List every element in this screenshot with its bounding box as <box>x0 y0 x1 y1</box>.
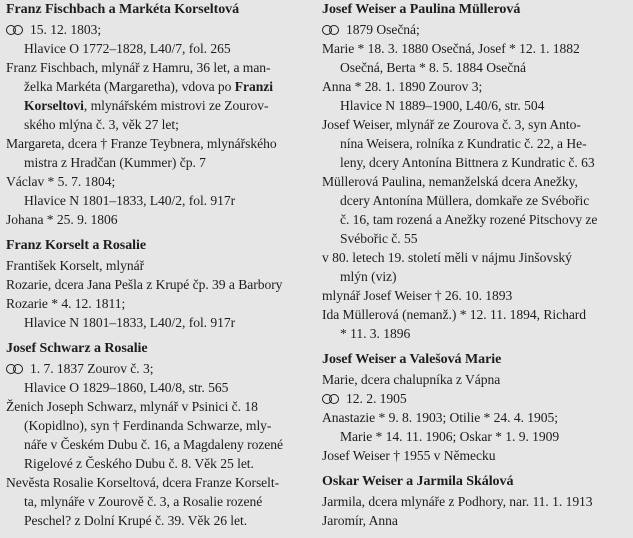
text-line: mlýn (viz) <box>340 269 397 284</box>
text-line: Marie, dcera chalupníka z Vápna <box>322 372 501 387</box>
text-line: Marie * 14. 11. 1906; Oskar * 1. 9. 1909 <box>340 429 560 444</box>
text-line: nína Weisera, rolníka z Kundratic č. 22, a He- <box>340 136 587 151</box>
entry-weiser-mullerova <box>322 0 628 343</box>
marriage-rings-icon <box>6 364 24 374</box>
marriage-date: 12. 2. 1905 <box>346 391 407 406</box>
text-line: leny, dcery Antonína Bittnera z Kundratic č. 63 <box>340 155 595 170</box>
marriage-rings-icon <box>322 394 340 404</box>
text-line: Jaromír, Anna <box>322 513 398 528</box>
entry-heading: Josef Weiser a Valešová Marie <box>322 352 502 367</box>
entry-schwarz-rosalie <box>6 339 311 530</box>
text-line: František Korselt, mlynář <box>6 258 145 273</box>
entry-heading: Josef Schwarz a Rosalie <box>6 341 148 356</box>
text-line: (Kopidlno), syn † Ferdinanda Schwarze, mly- <box>24 418 272 433</box>
text-line: Hlavice N 1801–1833, L40/2, fol. 917r <box>24 193 236 208</box>
text-line: Anastazie * 9. 8. 1903; Otilie * 24. 4. 1905; <box>322 410 558 425</box>
text-line: Rozarie * 4. 12. 1811; <box>6 296 126 311</box>
entry-weiser-skalova <box>322 472 628 530</box>
entry-gap <box>322 465 628 472</box>
marriage-line <box>322 389 628 408</box>
text-line: mlynář Josef Weiser † 26. 10. 1893 <box>322 288 513 303</box>
marriage-date: 15. 12. 1803; <box>30 22 102 37</box>
marriage-rings-icon <box>322 25 340 35</box>
entry-heading: Franz Fischbach a Markéta Korseltová <box>6 2 240 17</box>
marriage-line <box>6 359 311 378</box>
text-line: Rigelové z Českého Dubu č. 8. Věk 25 let. <box>24 456 254 471</box>
text-line: Nevěsta Rosalie Korseltová, dcera Franze Korselt- <box>6 475 280 490</box>
text-line: Svébořic č. 55 <box>340 231 418 246</box>
text-line: náře v Českém Dubu č. 16, a Magdaleny rozené <box>24 437 284 452</box>
text-line: Hlavice N 1801–1833, L40/2, fol. 917r <box>24 315 236 330</box>
entry-weiser-valesova <box>322 350 628 465</box>
text-line: * 11. 3. 1896 <box>340 326 411 341</box>
left-column <box>6 0 311 530</box>
text-line: Jarmila, dcera mlynáře z Podhory, nar. 11. 1. 1913 <box>322 494 593 509</box>
entry-fischbach-korseltova <box>6 0 311 229</box>
text-line: Josef Weiser † 1955 v Německu <box>322 448 496 463</box>
text-line: dcery Antonína Müllera, domkaře ze Svébořic <box>340 193 590 208</box>
text-line: Josef Weiser, mlynář ze Zourova č. 3, syn Anto- <box>322 117 581 132</box>
text-line: Hlavice O 1829–1860, L40/8, str. 565 <box>24 380 229 395</box>
text-line: Václav * 5. 7. 1804; <box>6 174 116 189</box>
text-line: č. 16, tam rozená a Anežky rozené Pitschovy ze <box>340 212 598 227</box>
entry-gap <box>6 332 311 339</box>
text-line <box>6 77 311 96</box>
text-span: , mlynářském mistrovi ze Zourov- <box>83 98 269 113</box>
entry-heading: Oskar Weiser a Jarmila Skálová <box>322 474 514 489</box>
text-line: mistra z Hradčan (Kummer) čp. 7 <box>24 155 206 170</box>
text-line: Hlavice N 1889–1900, L40/6, str. 504 <box>340 98 545 113</box>
text-line: Ida Müllerová (nemanž.) * 12. 11. 1894, Richard <box>322 307 587 322</box>
right-column <box>322 0 628 530</box>
text-line: Hlavice O 1772–1828, L40/7, fol. 265 <box>24 41 231 56</box>
text-line: Anna * 28. 1. 1890 Zourov 3; <box>322 79 483 94</box>
text-line: Franz Fischbach, mlynář z Hamru, 36 let, a man- <box>6 60 271 75</box>
marriage-date: 1879 Osečná; <box>346 22 420 37</box>
text-line: Ženich Joseph Schwarz, mlynář v Psinici č. 18 <box>6 399 258 414</box>
entry-gap <box>322 343 628 350</box>
marriage-line <box>6 20 311 39</box>
bold-name: Franzi <box>234 79 274 94</box>
text-line <box>6 96 311 115</box>
text-line: Johana * 25. 9. 1806 <box>6 212 118 227</box>
text-line: Peschel? z Dolní Krupé č. 39. Věk 26 let. <box>24 513 248 528</box>
text-line: Margareta, dcera † Franze Teybnera, mlynářského <box>6 136 277 151</box>
entry-korselt-rosalie <box>6 236 311 332</box>
text-line: ta, mlynáře v Zourově č. 3, a Rosalie rozené <box>24 494 263 509</box>
entry-heading: Josef Weiser a Paulina Müllerová <box>322 2 521 17</box>
text-line: ského mlýna č. 3, věk 27 let; <box>24 117 179 132</box>
text-line: Marie * 18. 3. 1880 Osečná, Josef * 12. 1. 1882 <box>322 41 580 56</box>
entry-heading: Franz Korselt a Rosalie <box>6 238 146 253</box>
bold-name: Korseltovi <box>24 98 84 113</box>
text-line: Müllerová Paulina, nemanželská dcera Anežky, <box>322 174 578 189</box>
entry-gap <box>6 229 311 236</box>
text-line: Rozarie, dcera Jana Pešla z Krupé čp. 39 a Barbory <box>6 277 283 292</box>
marriage-date: 1. 7. 1837 Zourov č. 3; <box>30 361 154 376</box>
marriage-line <box>322 20 628 39</box>
text-line: Osečná, Berta * 8. 5. 1884 Osečná <box>340 60 526 75</box>
text-line: v 80. letech 19. století měli v nájmu Jinšovský <box>322 250 572 265</box>
marriage-rings-icon <box>6 25 24 35</box>
text-span: želka Markéta (Margaretha), vdova po <box>24 79 232 94</box>
